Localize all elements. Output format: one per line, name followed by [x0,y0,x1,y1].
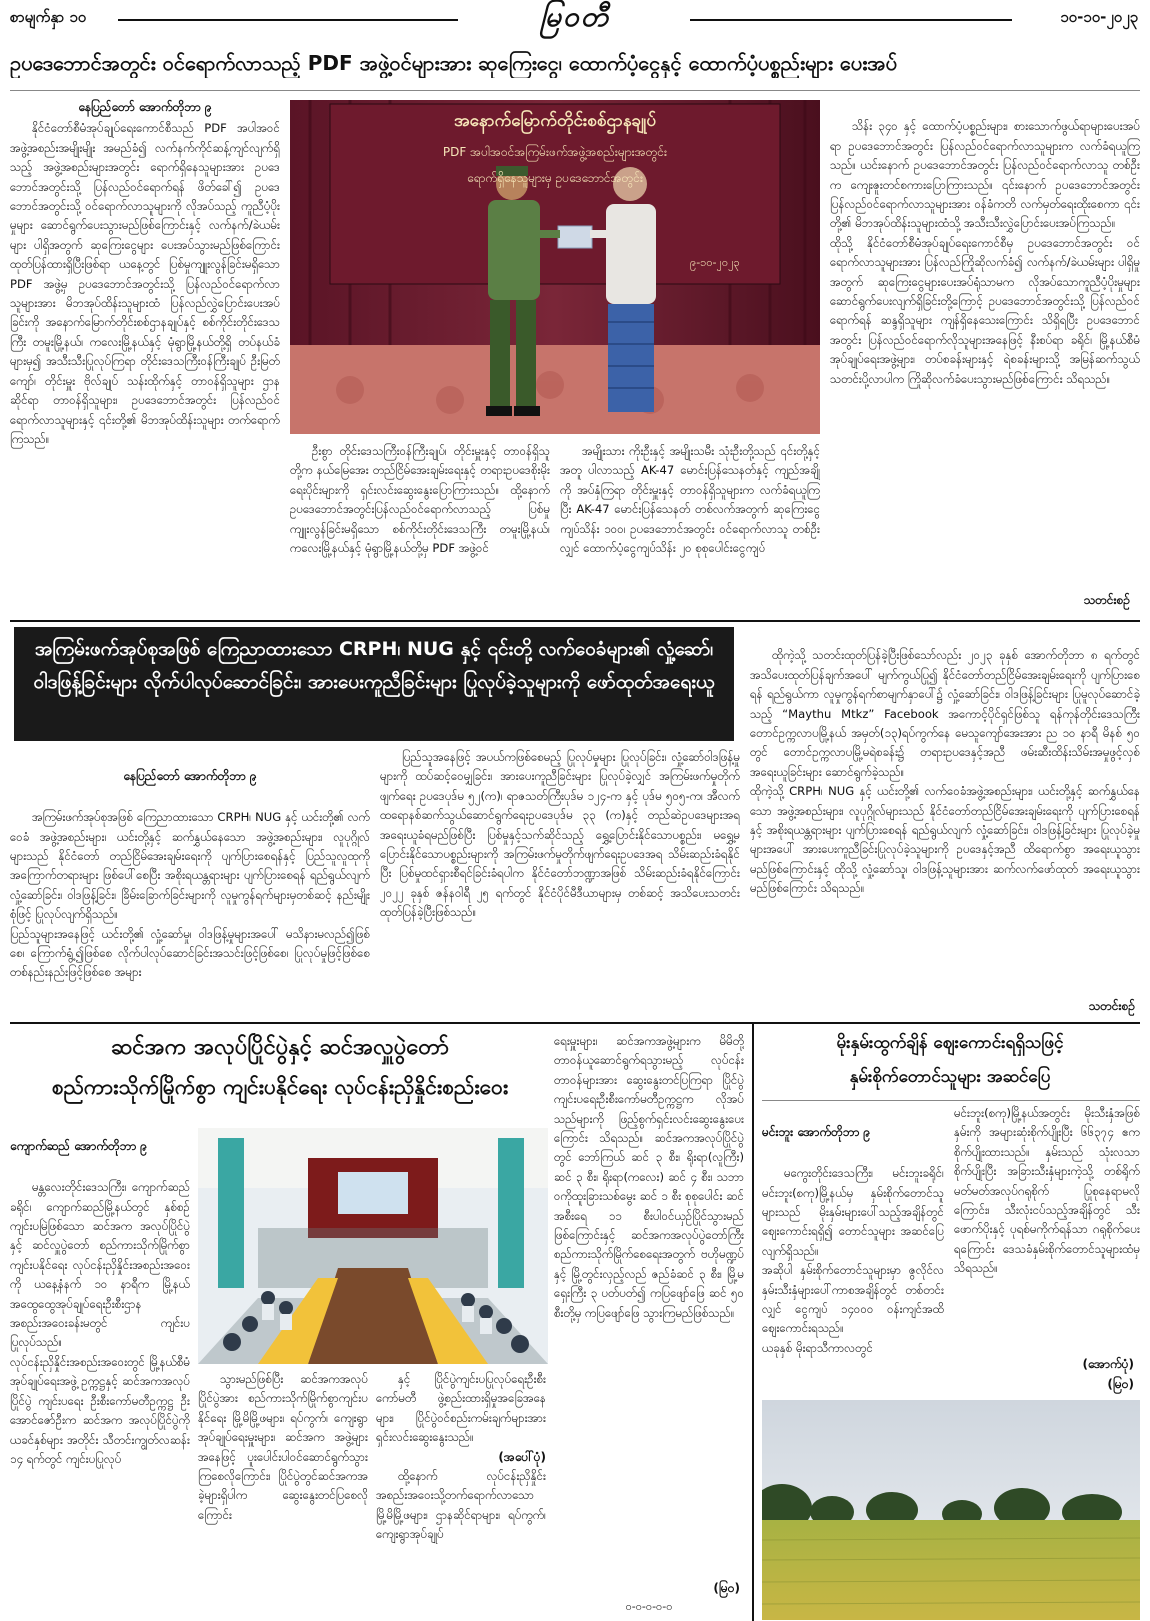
story4-col2 [954,1104,1140,1354]
story3-headline-1: ဆင်အက အလုပ်ပြိုင်ပွဲနှင့် ဆင်အလှူပွဲတော် [111,1035,449,1060]
story4-col1 [762,1104,944,1394]
story4-credit-2: (မြဝ) [1107,1377,1134,1391]
story3-col3 [554,1032,744,1580]
story3-col1 [10,1118,190,1618]
story2-credit: သတင်းစဉ် [1088,999,1135,1013]
story4-photo [762,1400,1140,1620]
story1-byline: နေပြည်တော် အောက်တိုဘာ ၉ [78,100,212,114]
page-label: စာမျက်နှာ ၁၀ [10,8,87,26]
story3-col2c-text: ထို့နောက် လုပ်ငန်းညှိနှိုင်းအစည်းအဝေးသို့တက်ရောက်လာသော မြို့မိမြို့ဖများ၊ ဌာနဆိုင်ရာများ၊ ရပ်ကွက်၊ ကျေးရွာအုပ်ချုပ် [376,1469,546,1542]
story1-col4-text: သိန်း ၃၄၀ နှင့် ထောက်ပံ့ပစ္စည်းများ၊ စားသောက်ဖွယ်ရာများပေးအပ်ရာ ဥပဒေဘောင်အတွင်း ပြန်လည်ဝင်ရောက်လာသူများက လက်ခံရယူကြသည်။ ယင်းနောက် ဥပဒေဘောင်အတွင်း ပြန်လည်ဝင်ရောက်လာသူ တစ်ဦးက ကျေးဇူးတင်စကားပြောကြားသည်။ ၎င်းနောက် ဥပဒေဘောင်အတွင်း ပြန်လည်ဝင်ရောက်လာသူများအား ဝန်ခံကတိ လက်မှတ်ရေးထိုးစေကာ ၎င်းတို့၏ မိဘအုပ်ထိန်းသူများထံသို့ အသီးသီးလွှဲပြောင်းပေးအပ်ကြသည်။ ထိုသို့ နိုင်ငံတော်စီမံအုပ်ချုပ်ရေးကောင်စီမှ ဥပဒေဘောင်အတွင်း ဝင်ရောက်လာသူများအား ပြန်လည်ကြိုဆိုလက်ခံ၍ လက်နက်/ခဲယမ်းများ ပါရှိမှုအတွက် ဆုကြေးငွေများပေးအပ်ရုံသာမက လိုအပ်သောကူညီပံ့ပိုးမှုများ ဆောင်ရွက်ပေးလျက်ရှိခြင်းတို့ကြောင့် ဥပဒေဘောင်အတွင်းသို့ ပြန်လည်ဝင်ရောက်ရန် ဆန္ဒရှိသူများ ကျန်ရှိနေသေးကြောင်း သိရှိရပြီး ဥပဒေဘောင်အတွင်း ပြန်လည်ဝင်ရောက်လိုသူများအနေဖြင့် နီးစပ်ရာ ခရိုင်၊ မြို့နယ်စီမံအုပ်ချုပ်ရေးအဖွဲ့များ၊ တပ်စခန်းများနှင့် ရဲစခန်းများသို့ အမြန်ဆက်သွယ်သတင်းပို့လာပါက ကြိုဆိုလက်ခံပေးသွားမည်ဖြစ်ကြောင်း သိရသည်။ [830,119,1140,386]
story2-col3 [750,627,1140,995]
sesame-field-photo [762,1400,1140,1620]
story2-headline: အကြမ်းဖက်အုပ်စုအဖြစ် ကြေညာထားသော CRPH၊ NUG နှင့် ၎င်းတို့ လက်ဝေခံများ၏ လှုံ့ဆော်၊ ဝါဒဖြန့်ခြင်းများ လိုက်ပါလုပ်ဆောင်ခြင်း၊ အားပေးကူညီခြင်းများ ပြုလုပ်ခဲ့သူများကို ဖော်ထုတ်အရေးယူ [33,638,715,693]
issue-date: ၁၀-၁၀-၂၀၂၃ [1060,8,1138,26]
story3-col2b-text: နှင့် ပြိုင်ပွဲကျင်းပပြုလုပ်ရေးဦးစီးကော်မတီ ဖွဲ့စည်းထားရှိမှုအခြေအနေများ၊ ပြိုင်ပွဲဝင်စည်းကမ်းချက်များအား ရှင်းလင်းဆွေးနွေးသည်။ [376,1372,546,1445]
story1-photo [290,100,820,434]
story3-headline-2: စည်ကားသိုက်မြိုက်စွာ ကျင်းပနိုင်ရေး လုပ်ငန်းညှိနှိုင်းစည်းဝေး [51,1075,509,1099]
story4-credit: (အောက်ပုံ) [1082,1357,1134,1371]
story3-col2b [376,1370,546,1620]
photo-banner-line2: PDF အပါအဝင်အကြမ်းဖက်အဖွဲ့အစည်းများအတွင်း [442,145,668,159]
story3-photo-caption: (အပေါ်ပုံ) [498,1449,546,1464]
story3-photo [198,1128,548,1364]
masthead-logo: မြဝတီ [540,0,610,33]
story4-headline-1: မိုးနှမ်းထွက်ချိန် ဈေးကောင်းရရှိသဖြင့် [836,1033,1064,1053]
story3-col2 [198,1370,368,1620]
story1-col3 [560,442,820,616]
story3-col3-text: ရေးမှူးများ၊ ဆင်အကအဖွဲ့များက မိမိတို့ တာဝန်ယူဆောင်ရွက်ရသွားမည့် လုပ်ငန်းတာဝန်များအား ဆွေးနွေးတင်ပြကြရာ ပြိုင်ပွဲကျင်းပရေးဦးစီးကော်မတီဥက္ကဋ္ဌက လိုအပ်သည်များကို ဖြည့်စွက်ရှင်းလင်းဆွေးနွေးပေးကြောင်း သိရသည်။ ဆင်အကအလုပ်ပြိုင်ပွဲတွင် ဘော်ကြယ် ဆင် ၃ စီး၊ ရိုးရာ(လူကြီး) ဆင် ၃ စီး၊ ရိုးရာ(ကလေး) ဆင် ၄ စီး၊ သဘာဝကိုထူးခြားသစ်မွေး ဆင် ၁ စီး စုစုပေါင်း ဆင်အစီးရေ ၁၁ စီးပါဝင်ယှဉ်ပြိုင်သွားမည်ဖြစ်ကြောင်းနှင့် ဆင်အကအလုပ်ပွဲတော်ကြီး စည်ကားသိုက်မြိုက်စေရေးအတွက် ဗဟိုမဏ္ဍပ်နှင့် မြို့တွင်းလှည့်လည် ဇည်ခံဆင် ၃ စီး၊ မြို့မရှေးကြီး ၃ ပတ်ပတ်၍ ကပြဖျော်ဖြေ ဆင် ၅၀ စီးတို့မှ ကပြဖျော်ဖြေ သွားကြမည်ဖြစ်သည်။ [554,1034,744,1320]
photo-banner-title: အနောက်မြောက်တိုင်းစစ်ဌာနချုပ် [453,111,657,131]
story2-col3-text: ထိုကဲ့သို့ သတင်းထုတ်ပြန်ခဲ့ပြီးဖြစ်သော်လည်း ၂၀၂၃ ခုနှစ် အောက်တိုဘာ ၈ ရက်တွင် အသိပေးထုတ်ပြန်ချက်အပေါ် မျက်ကွယ်ပြု၍ နိုင်ငံတော်တည်ငြိမ်အေးချမ်းရေးကို ပျက်ပြားစေရန် ရည်ရွယ်ကာ လူမှုကွန်ရက်စာမျက်နှာပေါ်၌ လှုံ့ဆော်ခြင်း၊ ဝါဒဖြန့်ခြင်းများ ပြုမူလုပ်ဆောင်ခဲ့သည့် “Maythu Mtkz” Facebook အကောင့်ပိုင်ရှင်ဖြစ်သူ ရန်ကုန်တိုင်းဒေသကြီး တောင်ဥက္ကလာပမြို့နယ် အမှတ်(၁၃)ရပ်ကွက်နေ မေသူကျော်အေးအား ည ၁၀ နာရီ မိနစ် ၅၀ တွင် တောင်ဥက္ကလာပမြို့မရဲစခန်း၌ တရားဥပဒေနှင့်အညီ ဖမ်းဆီးထိန်းသိမ်းအမှုဖွင့်လှစ်အရေးယူခြင်းများ ဆောင်ရွက်ခဲ့သည်။ ထိုကဲ့သို့ CRPH၊ NUG နှင့် ယင်းတို့၏ လက်ဝေခံအဖွဲ့အစည်းများ၊ ယင်းတို့နှင့် ဆက်နွှယ်နေသော အဖွဲ့အစည်းများ၊ လူပုဂ္ဂိုလ်များသည် နိုင်ငံတော်တည်ငြိမ်အေးချမ်းရေးကို ပျက်ပြားစေရန်နှင့် အစိုးရယန္တရားများ ပျက်ပြားစေရန် ရည်ရွယ်လျက် လှုံ့ဆော်ခြင်း၊ ဝါဒဖြန့်ခြင်းများ ပြုလုပ်ခဲ့မှုများအပေါ် အားပေးကူညီခြင်းပြုလုပ်ခဲ့သူများကို ဥပဒေနှင့်အညီ ထိရောက်စွာ အရေးယူသွားမည်ဖြစ်ကြောင်းနှင့် ထိုသို့ လှုံ့ဆော်သူ၊ ဝါဒဖြန့်သူများအား ဆက်လက်ဖော်ထုတ် အရေးယူသွားမည်ဖြစ်ကြောင်း သိရသည်။ [750,648,1140,896]
story3-byline: ကျောက်ဆည် အောက်တိုဘာ ၉ [10,1139,148,1154]
story3-col1-text: မန္တလေးတိုင်းဒေသကြီး၊ ကျောက်ဆည်ခရိုင်၊ ကျောက်ဆည်မြို့နယ်တွင် နှစ်စဉ်ကျင်းပမြဲဖြစ်သော ဆင်အက အလုပ်ပြိုင်ပွဲနှင့် ဆင်လှူပွဲတော် စည်ကားသိုက်မြိုက်စွာကျင်းပနိုင်ရေး လုပ်ငန်းညှိနှိုင်းအစည်းအဝေးကို ယနေ့နံနက် ၁၀ နာရီက မြို့နယ်အထွေထွေအုပ်ချုပ်ရေးဦးစီးဌာန အစည်းအဝေးခန်းမတွင် ကျင်းပပြုလုပ်သည်။ လုပ်ငန်းညှိနှိုင်းအစည်းအဝေးတွင် မြို့နယ်စီမံအုပ်ချုပ်ရေးအဖွဲ့ ဥက္ကဋ္ဌနှင့် ဆင်အကအလုပ်ပြိုင်ပွဲ ကျင်းပရေး ဦးစီးကော်မတီဥက္ကဋ္ဌ ဦးအောင်ဇော်ဦးက ဆင်အက အလုပ်ပြိုင်ပွဲကို ယခင်နှစ်များ အတိုင်း သီတင်းကျွတ်လဆန်း ၁၄ ရက်တွင် ကျင်းပပြုလုပ် [10,1180,190,1466]
story3-end-mark: ဝ-ဝ-ဝ-ဝ-ဝ [625,1600,673,1613]
story4-col1-text: မကွေးတိုင်းဒေသကြီး၊ မင်းဘူးခရိုင်၊ မင်းဘူး(စကု)မြို့နယ်မှ နှမ်းစိုက်တောင်သူများသည် မိုးနှမ်းများပေါ်သည့်အချိန်တွင် ဈေးကောင်းရရှိ၍ တောင်သူများ အဆင်ပြေလျက်ရှိသည်။ အဆိုပါ နှမ်းစိုက်တောင်သူများမှာ ဇွလိုင်လ နှမ်းသီးနှံများပေါ်ကာစအချိန်တွင် တစ်တင်းလျှင် ငွေကျပ် ၁၄၀၀၀ ဝန်းကျင်အထိ ဈေးကောင်းရသည်။ ယခုနှစ် မိုးရာသီကာလတွင် [762,1166,944,1355]
story2-col2 [380,748,740,1018]
story1-col1-text: နိုင်ငံတော်စီမံအုပ်ချုပ်ရေးကောင်စီသည် PDF အပါအဝင် အဖွဲ့အစည်းအမျိုးမျိုး အမည်ခံ၍ လက်နက်ကိုင်ဆန့်ကျင်လျက်ရှိသည့် အဖွဲ့အစည်းများအတွင်း ရောက်ရှိနေသူများအား ဥပဒေဘောင်အတွင်းသို့ ပြန်လည်ဝင်ရောက်ရန် ဖိတ်ခေါ်၍ ဥပဒေဘောင်အတွင်းသို့ ဝင်ရောက်လာသူများကို လိုအပ်သည့် ကူညီပံ့ပိုးမှုများ ဆောင်ရွက်ပေးသွားမည်ဖြစ်ကြောင်းနှင့် လက်နက်/ခဲယမ်းများ ပါရှိအတွက် ဆုကြေးငွေများ ပေးအပ်သွားမည်ဖြစ်ကြောင်း ထုတ်ပြန်ထားရှိပြီးဖြစ်ရာ ယနေ့တွင် ပြစ်မှုကျူးလွန်ခြင်းမရှိသော PDF အဖွဲ့မှ ဥပဒေဘောင်အတွင်းသို့ ပြန်လည်ဝင်ရောက်လာသူများအား မိဘအုပ်ထိန်းသူများထံ ပြန်လည်လွှဲပြောင်းပေးအပ်ခြင်းကို အနောက်မြောက်တိုင်းစစ်ဌာနချုပ်နှင့် စစ်ကိုင်းတိုင်းဒေသကြီး တမူးမြို့နယ်၊ ကလေးမြို့နယ်နှင့် မုံရွာမြို့နယ်တို့ရှိ တပ်နယ်ခံများမှ၍ အသီးသီးပြုလုပ်ကြရာ တိုင်းဒေသကြီးဝန်ကြီးချုပ် ဦးမြတ်ကျော်၊ တိုင်းမှူး ဗိုလ်ချုပ် သန်းထိုက်နှင့် တာဝန်ရှိသူများ ဌာနဆိုင်ရာ တာဝန်ရှိသူများ၊ ဥပဒေဘောင်အတွင်း ပြန်လည်ဝင်ရောက်လာသူများနှင့် ၎င်းတို့၏ မိဘအုပ်ထိန်းသူများ တက်ရောက်ကြသည်။ [10,121,280,446]
story3-col2-text: သွားမည်ဖြစ်ပြီး ဆင်အကအလုပ်ပြိုင်ပွဲအား စည်ကားသိုက်မြိုက်စွာကျင်းပနိုင်ရေး မြို့မိမြို့ဖများ၊ ရပ်ကွက်၊ ကျေးရွာအုပ်ချုပ်ရေးမှူးများ၊ ဆင်အက အဖွဲ့များအနေဖြင့် ပူးပေါင်းပါဝင်ဆောင်ရွက်သွားကြစေလိုကြောင်း၊ ပြိုင်ပွဲတွင်ဆင်အကအခဲ့များရှိပါက ဆွေးနွေးတင်ပြစေလိုကြောင်း [198,1372,368,1522]
story1-col4 [830,98,1140,590]
story4-byline: မင်းဘူး အောက်တိုဘာ ၉ [762,1125,871,1140]
story1-col1 [10,98,280,618]
story2-headline-box [14,627,734,741]
story2-col1 [10,748,370,1018]
story2-byline: နေပြည်တော် အောက်တိုဘာ ၉ [123,769,257,784]
story3-credit: (မြဝ) [713,1581,740,1595]
photo-banner-date: ၉-၁၀-၂၀၂၃ [690,256,740,269]
story1-col3-text: အမျိုးသား ကိုးဦးနှင့် အမျိုးသမီး သုံးဦးတို့သည် ၎င်းတို့နှင့်အတူ ပါလာသည့် AK-47 မောင်းပြန်သေနတ်နှင့် ကျည်အချို့ကို အပ်နှံကြရာ တိုင်းမှူးနှင့် တာဝန်ရှိသူများက လက်ခံရယူကြပြီး AK-47 မောင်းပြန်သေနတ် တစ်လက်အတွက် ဆုကြေးငွေကျပ်သိန်း ၁၀၀၊ ဥပဒေဘောင်အတွင်း ဝင်ရောက်လာသူ တစ်ဦးလျှင် ထောက်ပံ့ငွေကျပ်သိန်း ၂၀ စုစုပေါင်းငွေကျပ် [560,444,820,556]
photo-banner-line3: ရောက်ရှိနေသူများမှ ဥပဒေဘောင်အတွင်း [466,171,644,185]
meeting-hall-photo [198,1128,548,1364]
story2-col1-text: အကြမ်းဖက်အုပ်စုအဖြစ် ကြေညာထားသော CRPH၊ NUG နှင့် ယင်းတို့၏ လက်ဝေခံ အဖွဲ့အစည်းများ၊ ယင်းတို့နှင့် ဆက်နွှယ်နေသော အဖွဲ့အစည်းများ၊ လူပုဂ္ဂိုလ်များသည် နိုင်ငံတော် တည်ငြိမ်အေးချမ်းရေးကို ပျက်ပြားစေရန်နှင့် ပြည်သူလူထုကို အကြောက်တရားများ ဖြစ်ပေါ်စေပြီး အစိုးရယန္တရားများ ပျက်ပြားစေရန် ရည်ရွယ်လျက် လှုံ့ဆော်ခြင်း၊ ဝါဒဖြန့်ခြင်း၊ ခြိမ်းခြောက်ခြင်းများကို လူမှုကွန်ရက်များမှတစ်ဆင့် နည်းမျိုးစုံဖြင့် ပြုလုပ်လျက်ရှိသည်။ ပြည်သူများအနေဖြင့် ယင်းတို့၏ လှုံ့ဆော်မှု၊ ဝါဒဖြန့်မှုများအပေါ် မသိနားမလည်၍ဖြစ်စေ၊ ကြောက်ရွံ့၍ဖြစ်စေ လိုက်ပါလုပ်ဆောင်ခြင်းအသင်းဖြင့်ဖြစ်စေ၊ ပြုလုပ်မှုဖြင့်ဖြစ်စေ တစ်နည်းနည်းဖြင့်ဖြစ်စေ အများ [10,810,370,980]
masthead [0,0,1150,40]
story1-credit: သတင်းစဉ် [1083,593,1130,607]
story4-headline-2: နှမ်းစိုက်တောင်သူများ အဆင်ပြေ [849,1067,1051,1087]
story1-col2-text: ဦးစွာ တိုင်းဒေသကြီးဝန်ကြီးချုပ်၊ တိုင်းမှူးနှင့် တာဝန်ရှိသူတို့က နယ်မြေအေး တည်ငြိမ်အေးချမ်းရေးနှင့် တရားဥပဒေစိုးမိုးရေးပိုင်းများကို ရှင်းလင်းဆွေးနွေးပြောကြားသည်။ ထို့နောက် ဥပဒေဘောင်အတွင်းပြန်လည်ဝင်ရောက်လာသည့် ပြစ်မှုကျူးလွန်ခြင်းမရှိသော စစ်ကိုင်းတိုင်းဒေသကြီး တမူးမြို့နယ်၊ ကလေးမြို့နယ်နှင့် မုံရွာမြို့နယ်တို့မှ PDF အဖွဲ့ဝင် [290,444,550,556]
story1-headline: ဥပဒေဘောင်အတွင်း ဝင်ရောက်လာသည့် PDF အဖွဲ့ဝင်များအား ဆုကြေးငွေ၊ ထောက်ပံ့ငွေနှင့် ထောက်ပံ့ပစ္စည်းများ ပေးအပ် [10,51,898,75]
story4-col2-text: မင်းဘူး(စကု)မြို့နယ်အတွင်း မိုးသီးနှံအဖြစ် နှမ်းကို အများဆုံးစိုက်ပျိုးပြီး ၆၆၃၇၄ ဧက စိုက်ပျိုးထားသည်။ နှမ်းသည် သုံးလသာ စိုက်ပျိုးပြီး အခြားသီးနှံများကဲ့သို့ တစ်ရိုက်မတ်မတ်အလုပ်ဂရုစိုက် ပြုစုနေရာမလိုကြောင်း၊ သီးလုံးငပ်သည့်အချိန်တွင် သီးဖောက်ပိုးနှင့် ပုရစ်မကိုက်ရန်သာ ဂရုစိုက်ပေးရကြောင်း ဒေသခံနှမ်းစိုက်တောင်သူများထံမှ သိရသည်။ [954,1106,1140,1276]
story2-col2-text: ပြည်သူအနေဖြင့် အပယ်ကဖြစ်စေမည့် ပြုလုပ်မှုများ ပြုလုပ်ခြင်း၊ လှုံ့ဆော်ဝါဒဖြန့်မှုများကို ထပ်ဆင့်ဝေမျှခြင်း၊ အားပေးကူညီခြင်းများ ပြုလုပ်ခဲ့လျှင် အကြမ်းဖက်မှုတိုက်ဖျက်ရေး ဥပဒေပုဒ်မ ၅၂(က)၊ ရာဇသတ်ကြီးပုဒ်မ ၁၂၄-က နှင့် ပုဒ်မ ၅၀၅-က၊ အီလက်ထရောနစ်ဆက်သွယ်ဆောင်ရွက်ရေးဥပဒေပုဒ်မ ၃၃ (က)နှင့် တည်ဆဲဥပဒေများအရ အရေးယူခံရမည်ဖြစ်ပြီး ပြစ်မှုနှင့်သက်ဆိုင်သည့် ရွှေ့ပြောင်းနိုင်သောပစ္စည်း၊ မရွှေ့မပြောင်းနိုင်သောပစ္စည်းများကို အကြမ်းဖက်မှုတိုက်ဖျက်ရေးဥပဒေအရ သိမ်းဆည်းခံရနိုင်ပြီး ပြစ်မှုထင်ရှားစီရင်ခြင်းခံရပါက နိုင်ငံတော်ဘဏ္ဍာအဖြစ် သိမ်းဆည်းခံရနိုင်ကြောင်း ၂၀၂၂ ခုနှစ် ဇန်နဝါရီ ၂၅ ရက်တွင် နိုင်ငံပိုင်မီဒီယာများမှ တစ်ဆင့် အသိပေးသတင်းထုတ်ပြန်ခဲ့ပြီးဖြစ်သည်။ [380,750,740,920]
story1-col2 [290,442,550,616]
